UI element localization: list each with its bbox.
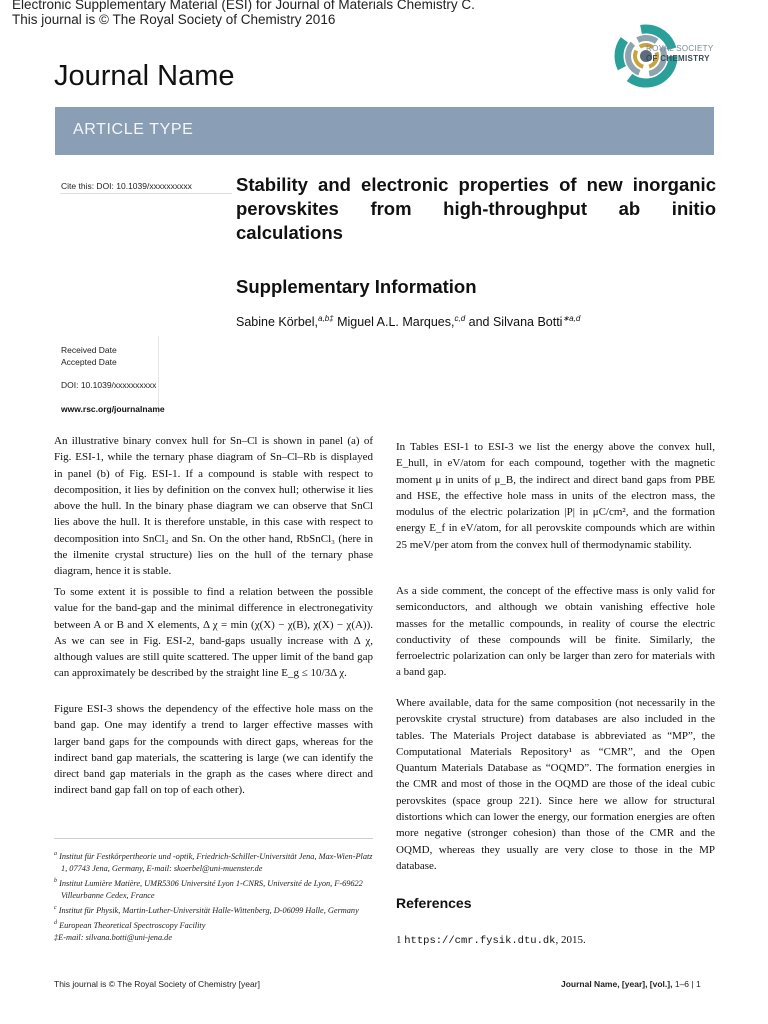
footer-journal: Journal Name, [year], [vol.],: [561, 979, 673, 989]
esi-header: [12, 0, 475, 27]
footnote-a-text: Institut für Festkörpertheorie und -optik, Friedrich-Schiller-Universität Jena, Max-Wien-Platz 1, 07743 Jena, Germany, E-mail: skoerbel@uni-muenster.de: [59, 851, 373, 873]
footnote-d: $^d$ European Theoretical Spectroscopy Facility: [54, 920, 206, 931]
logo-line-1: ROYAL SOCIETY: [646, 44, 714, 53]
received-doi: DOI: 10.1039/xxxxxxxxxx: [61, 380, 157, 390]
footnote-a: $^a$ Institut für Festkörpertheorie und -optik, Friedrich-Schiller-Universität Jena, Max-Wien-Platz 1, 07743 Jena, Germany, E-mail: skoerbel@uni-muenster.de: [54, 851, 373, 873]
esi-header-line-2: This journal is © The Royal Society of Chemistry 2016: [12, 12, 336, 27]
author-1-affil: a,b‡: [318, 314, 334, 323]
footer-pages: 1–6 | 1: [672, 979, 701, 989]
article-type-label: ARTICLE TYPE: [73, 121, 194, 138]
references-heading: References: [396, 895, 472, 911]
footnotes: [54, 848, 373, 944]
journal-url: www.rsc.org/journalname: [61, 404, 165, 414]
author-list: [236, 314, 580, 329]
footnote-c-text: Institut für Physik, Martin-Luther-Universität Halle-Wittenberg, D-06099 Halle, Germany: [58, 906, 359, 916]
author-1: Sabine Körbel,: [236, 315, 319, 330]
supplementary-heading: Supplementary Information: [236, 276, 477, 297]
footer-citation: [561, 979, 701, 989]
reference-1-year: , 2015.: [555, 934, 586, 946]
author-3: and Silvana Botti: [465, 315, 563, 330]
cite-doi: Cite this: DOI: 10.1039/xxxxxxxxxx: [61, 181, 192, 191]
footnote-b: $^b$ Institut Lumière Matière, UMR5306 Université Lyon 1-CNRS, Université de Lyon, F-69622 Villeurbanne Cedex, France: [54, 878, 363, 901]
paper-title: Stability and electronic properties of new inorganic perovskites from high-throughput ab initio calculations: [236, 174, 716, 243]
rsc-logo-text: [646, 44, 713, 64]
left-paragraph-3: Figure ESI-3 shows the dependency of the effective hole mass on the band gap. One may identify a trend to larger effective masses with larger band gaps for the compounds with direct gaps, whereas for the indirect band gap materials, the scattering is large (we can identify the direct band gap materials in the graph as the cases where direct and indirect band gap fall on top of each other).: [54, 703, 373, 797]
received-block: [61, 344, 156, 391]
right-paragraph-3: Where available, data for the same composition (not necessarily in the perovskite crystal structure) from databases are also included in the tables. The Materials Project database is abbreviated as “MP”, the Computational Materials Repository¹ as “CMR”, and the Open Quantum Materials Database as “OQMD”. The formation energies in the CMR and most of those in the OQMD are those of the ideal cubic perovskites (space group 221). Since here we allow for structural distortions which can lower the energy, our formation energies are often more negative (stronger cohesion) than those of the CMR and the OQMD, whereas they usually are very close to those in the MP database.: [396, 697, 715, 872]
right-paragraph-2: As a side comment, the concept of the effective mass is only valid for semiconductors, and although we obtain vanishing effective hole masses for the metallic compounds, in reality of course the electric conductivity of these compounds will be finite. Similarly, the ferroelectric polarization can only be larger than zero for materials with a band gap.: [396, 585, 715, 679]
right-paragraph-1: In Tables ESI-1 to ESI-3 we list the energy above the convex hull, E_hull, in eV/atom for each compound, together with the magnetic moment μ in units of μ_B, the indirect and direct band gaps from PBE and HSE, the effective hole mass in units of the electron mass, the modulus of the electric polarization |P| in μC/cm², and the formation energy E_f in eV/atom, for all perovskite compounds which are within 25 meV/per atom from the convex hull of thermodynamic stability.: [396, 441, 715, 551]
footnote-d-text: European Theoretical Spectroscopy Facility: [59, 921, 206, 931]
received-date: Received Date: [61, 345, 117, 355]
journal-name: Journal Name: [54, 60, 235, 92]
reference-1-number: 1: [396, 934, 405, 946]
left-paragraph-2: To some extent it is possible to find a relation between the possible value for the band-gap and the minimal difference in electronegativity between A or B and X elements, Δ χ = min (χ(X) − χ(B), χ(X) − χ(A)). As we can see in Fig. ESI-2, band-gaps usually increase with Δ χ, although values are still quite scattered. The upper limit of the band gap can approximately be described by the straight line E_g ≤ 10/3Δ χ.: [54, 586, 373, 680]
author-2: Miguel A.L. Marques,: [333, 315, 455, 330]
author-2-affil: c,d: [454, 314, 466, 323]
accepted-date: Accepted Date: [61, 357, 117, 367]
left-paragraph-1: An illustrative binary convex hull for Sn–Cl is shown in panel (a) of Fig. ESI-1, while the ternary phase diagram of Sn–Cl–Rb is displayed in panel (b) of Fig. ESI-1. If a compound is stable with respect to decomposition, it lies by definition on the convex hull; otherwise it lies above the hull. In the binary phase diagram we can observe that SnCl lies above the hull. It is therefore unstable, in this case with respect to decomposition into SnCl₂ and Sn. On the other hand, RbSnCl₃ (here in the ilmenite crystal structure) lies on the hull of the ternary phase diagram, hence it is stable.: [54, 435, 373, 578]
cite-divider: [60, 193, 232, 194]
footer-copyright: This journal is © The Royal Society of Chemistry [year]: [54, 979, 260, 989]
footnote-b-text: Institut Lumière Matière, UMR5306 Université Lyon 1-CNRS, Université de Lyon, F-69622 Villeurbanne Cedex, France: [59, 878, 363, 901]
footnote-email: ‡E-mail: silvana.botti@uni-jena.de: [54, 933, 173, 943]
reference-1-url[interactable]: https://cmr.fysik.dtu.dk: [404, 935, 556, 947]
reference-1: [396, 934, 586, 947]
article-type-banner: [55, 107, 714, 155]
footnote-c: $^c$ Institut für Physik, Martin-Luther-Universität Halle-Wittenberg, D-06099 Halle, Germany: [54, 905, 359, 916]
esi-header-line-1: Electronic Supplementary Material (ESI) for Journal of Materials Chemistry C.: [12, 0, 475, 12]
footnote-divider: [54, 838, 373, 839]
logo-line-2: OF CHEMISTRY: [646, 54, 710, 63]
author-3-affil: ∗a,d: [562, 314, 581, 323]
